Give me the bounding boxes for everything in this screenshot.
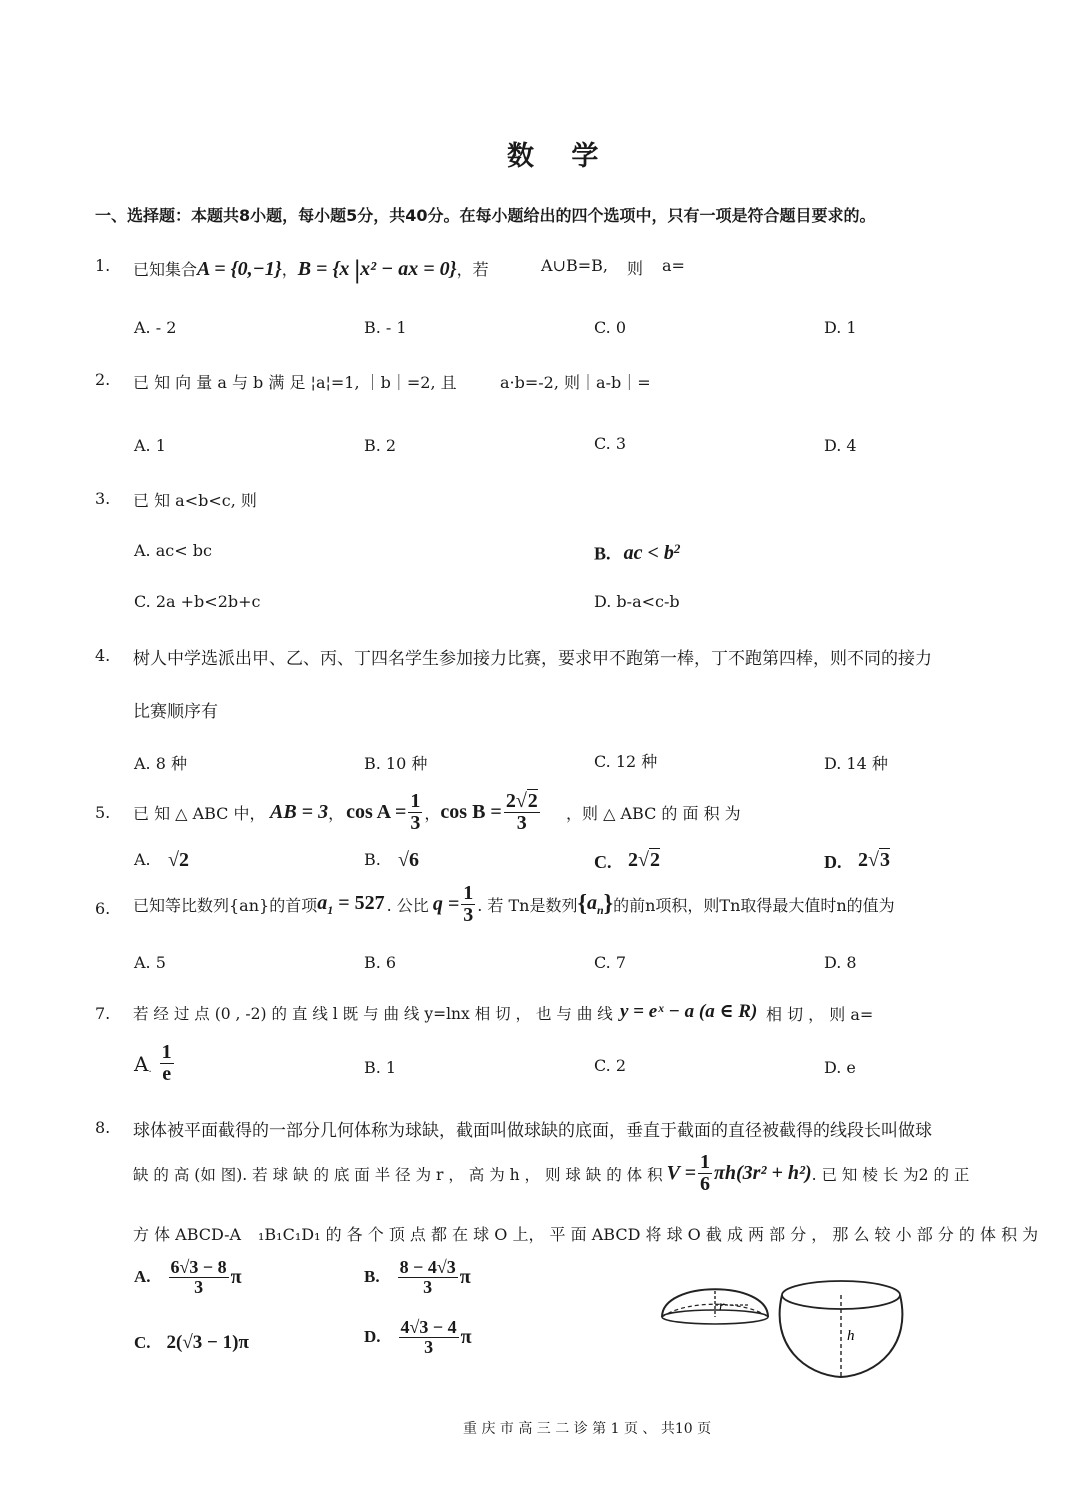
option-c[interactable]: C. 2	[594, 1056, 627, 1075]
question-number: 8.	[95, 1118, 111, 1137]
question-text-2: a·b=-2, 则｜a-b｜=	[500, 373, 651, 392]
question-text: 树人中学选派出甲、乙、丙、丁四名学生参加接力比赛，要求甲不跑第一棒，丁不跑第四棒，则不同的接力	[133, 649, 932, 669]
set-b-formula: B = {x |x² − ax = 0}	[297, 255, 457, 284]
option-c[interactable]: C. 12 种	[594, 752, 658, 771]
option-b[interactable]: B. 6	[364, 953, 397, 972]
question-text: 已 知 a<b<c, 则	[133, 491, 257, 510]
question-number: 3.	[95, 489, 111, 508]
option-a[interactable]: A. $\frac{6√3 - 8}{3}$ π	[134, 1257, 242, 1297]
option-d-label[interactable]: D.	[824, 852, 842, 872]
small-cap-figure	[662, 1289, 768, 1324]
option-d[interactable]: D. e	[824, 1058, 856, 1077]
set-a-formula: A = {0,−1}	[197, 258, 282, 280]
radius-label: r	[719, 1299, 725, 1314]
option-c[interactable]: C. 3	[594, 434, 627, 453]
option-a[interactable]: A. 1	[134, 436, 166, 455]
option-b[interactable]: B. 2	[364, 436, 397, 455]
option-c[interactable]: 2√2	[628, 849, 660, 871]
option-a-label[interactable]: A.	[134, 850, 151, 869]
question-formula: AB = 3 ， cos A = $\frac{1}{3}$ ， cos B = $\frac{2√2}{3}$	[270, 790, 538, 834]
option-d[interactable]: D. 1	[824, 318, 857, 337]
option-c-label[interactable]: C.	[594, 852, 612, 872]
question-text: 已知等比数列{an}的首项 $a_1 = 527$ . 公比 q = $\frac{1}{3}$ . 若 Tn是数列 { $a_n$ } 的前n项积，则Tn取得最大值时n的值为	[133, 882, 895, 926]
option-d[interactable]: 2√3	[858, 849, 890, 871]
question-text: 已 知 向 量 a 与 b 满 足 ¦a¦=1, ｜b｜=2, 且	[133, 373, 457, 392]
option-c[interactable]: C. 2a +b<2b+c	[134, 592, 261, 611]
large-cap-figure	[780, 1281, 903, 1377]
spherical-cap-figure	[655, 1265, 915, 1385]
question-number: 7.	[95, 1004, 111, 1023]
page-title: 数 学	[507, 141, 613, 172]
question-number: 4.	[95, 646, 111, 665]
question-text: 已知集合A = {0,−1}，B = {x |x² − ax = 0}，若	[133, 255, 489, 284]
option-b[interactable]: B. ac < $b^2$	[594, 541, 681, 565]
option-b[interactable]: √6	[398, 849, 419, 871]
option-b[interactable]: B. 1	[364, 1058, 397, 1077]
option-d[interactable]: D. 8	[824, 953, 857, 972]
question-text: 球体被平面截得的一部分几何体称为球缺，截面叫做球缺的底面，垂直于截面的直径被截得的线段长叫做球	[133, 1121, 932, 1141]
question-text-2: 比赛顺序有	[133, 702, 218, 722]
question-number: 1.	[95, 256, 111, 275]
option-d[interactable]: D. b-a<c-b	[594, 592, 680, 611]
option-d[interactable]: D. $\frac{4√3 - 4}{3}$ π	[364, 1317, 472, 1357]
option-a[interactable]: √2	[168, 849, 189, 871]
option-a[interactable]: A . $\frac{1}{e}$	[134, 1041, 172, 1085]
option-b[interactable]: B. $\frac{8 - 4√3}{3}$ π	[364, 1257, 471, 1297]
section-heading: 一、选择题：本题共8小题，每小题5分，共40分。在每小题给出的四个选项中，只有一项是符合题目要求的。	[95, 206, 876, 225]
option-a[interactable]: A. 5	[134, 953, 166, 972]
question-text: 若 经 过 点 (0 , -2) 的 直 线 l 既 与 曲 线 y=lnx 相 切 ， 也 与 曲 线	[133, 1005, 613, 1023]
curve-formula: y = eˣ − a (a ∈ R)	[620, 1001, 758, 1022]
option-b[interactable]: B. - 1	[364, 318, 407, 337]
question-number: 6.	[95, 899, 111, 918]
question-text-2: 缺 的 高 (如 图). 若 球 缺 的 底 面 半 径 为 r ， 高 为 h ， 则 球 缺 的 体 积 V = $\frac{1}{6}$ πh(3r² + h²) . 已 知 棱 长 为2 的 正	[133, 1151, 970, 1195]
option-b[interactable]: B. 10 种	[364, 754, 428, 773]
question-number: 2.	[95, 370, 111, 389]
option-a[interactable]: A. 8 种	[134, 754, 187, 773]
option-d[interactable]: D. 4	[824, 436, 857, 455]
option-a[interactable]: A. - 2	[134, 318, 177, 337]
page-footer: 重 庆 市 高 三 二 诊 第 1 页 、 共10 页	[463, 1421, 712, 1437]
side-ab: AB = 3	[270, 801, 329, 823]
option-b-label[interactable]: B.	[364, 850, 381, 869]
option-c[interactable]: C. 0	[594, 318, 627, 337]
option-c[interactable]: C. 2(√3 − 1)π	[134, 1332, 249, 1353]
height-label: h	[847, 1328, 855, 1344]
option-d[interactable]: D. 14 种	[824, 754, 888, 773]
option-c[interactable]: C. 7	[594, 953, 627, 972]
option-a[interactable]: A. ac< bc	[134, 541, 212, 560]
question-number: 5.	[95, 803, 111, 822]
